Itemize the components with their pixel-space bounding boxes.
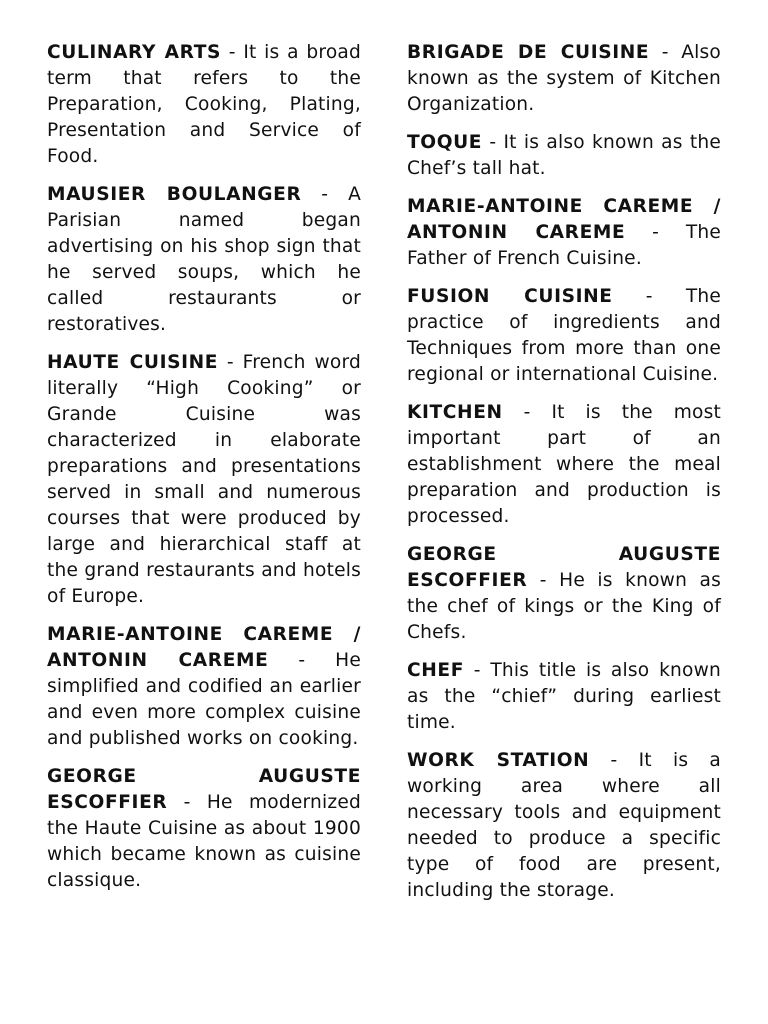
- entry-term: CULINARY ARTS: [47, 42, 222, 63]
- entry-definition: It is also known as the Chef’s tall hat.: [407, 132, 721, 179]
- glossary-entry: [407, 40, 721, 118]
- entry-separator: -: [502, 402, 552, 423]
- glossary-entry: [407, 542, 721, 646]
- glossary-entry: [47, 622, 361, 752]
- left-column: [47, 40, 361, 916]
- glossary-entry: [407, 400, 721, 530]
- entry-separator: -: [268, 650, 336, 671]
- entry-separator: -: [527, 570, 560, 591]
- entry-separator: -: [625, 222, 686, 243]
- entry-term: HAUTE CUISINE: [47, 352, 219, 373]
- glossary-entry: [47, 764, 361, 894]
- entry-separator: -: [589, 750, 639, 771]
- entry-definition: The Father of French Cuisine.: [407, 222, 721, 269]
- entry-separator: -: [612, 286, 686, 307]
- glossary-entry: [47, 182, 361, 338]
- entry-separator: -: [218, 352, 243, 373]
- glossary-entry: [407, 194, 721, 272]
- entry-definition: This title is also known as the “chief” during earliest time.: [407, 660, 721, 733]
- entry-term: MARIE-ANTOINE CAREME / ANTONIN CAREME: [47, 624, 361, 671]
- right-column: [407, 40, 721, 916]
- entry-definition: It is the most important part of an establishment where the meal preparation and production is processed.: [407, 402, 721, 527]
- entry-term: TOQUE: [407, 132, 483, 153]
- glossary-entry: [407, 748, 721, 904]
- entry-separator: -: [482, 132, 504, 153]
- entry-separator: -: [649, 42, 682, 63]
- glossary-entry: [47, 350, 361, 610]
- glossary-entry: [407, 284, 721, 388]
- entry-definition: Also known as the system of Kitchen Organization.: [407, 42, 721, 115]
- entry-definition: He is known as the chef of kings or the King of Chefs.: [407, 570, 721, 643]
- entry-term: GEORGE AUGUSTE ESCOFFIER: [47, 766, 361, 813]
- entry-separator: -: [301, 184, 349, 205]
- entry-definition: He simplified and codified an earlier and even more complex cuisine and published works on cooking.: [47, 650, 361, 749]
- entry-term: WORK STATION: [407, 750, 590, 771]
- entry-definition: He modernized the Haute Cuisine as about 1900 which became known as cuisine classique.: [47, 792, 361, 891]
- entry-definition: It is a broad term that refers to the Preparation, Cooking, Plating, Presentation and Service of Food.: [47, 42, 361, 167]
- entry-definition: French word literally “High Cooking” or Grande Cuisine was characterized in elaborate preparations and presentations served in small and numerous courses that were produced by large and hierarchical staff at the grand restaurants and hotels of Europe.: [47, 352, 361, 607]
- entry-term: MARIE-ANTOINE CAREME / ANTONIN CAREME: [407, 196, 721, 243]
- glossary-entry: [407, 658, 721, 736]
- entry-term: BRIGADE DE CUISINE: [407, 42, 650, 63]
- entry-term: KITCHEN: [407, 402, 503, 423]
- entry-term: FUSION CUISINE: [407, 286, 613, 307]
- document-page: [47, 40, 721, 916]
- entry-term: CHEF: [407, 660, 465, 681]
- glossary-entry: [47, 40, 361, 170]
- entry-definition: The practice of ingredients and Techniques from more than one regional or international Cuisine.: [407, 286, 721, 385]
- entry-term: GEORGE AUGUSTE ESCOFFIER: [407, 544, 721, 591]
- entry-separator: -: [464, 660, 491, 681]
- glossary-entry: [407, 130, 721, 182]
- entry-separator: -: [221, 42, 244, 63]
- entry-definition: It is a working area where all necessary tools and equipment needed to produce a specific type of food are present, including the storage.: [407, 750, 722, 901]
- entry-separator: -: [167, 792, 207, 813]
- entry-definition: A Parisian named began advertising on his shop sign that he served soups, which he called restaurants or restoratives.: [47, 184, 361, 335]
- entry-term: MAUSIER BOULANGER: [47, 184, 302, 205]
